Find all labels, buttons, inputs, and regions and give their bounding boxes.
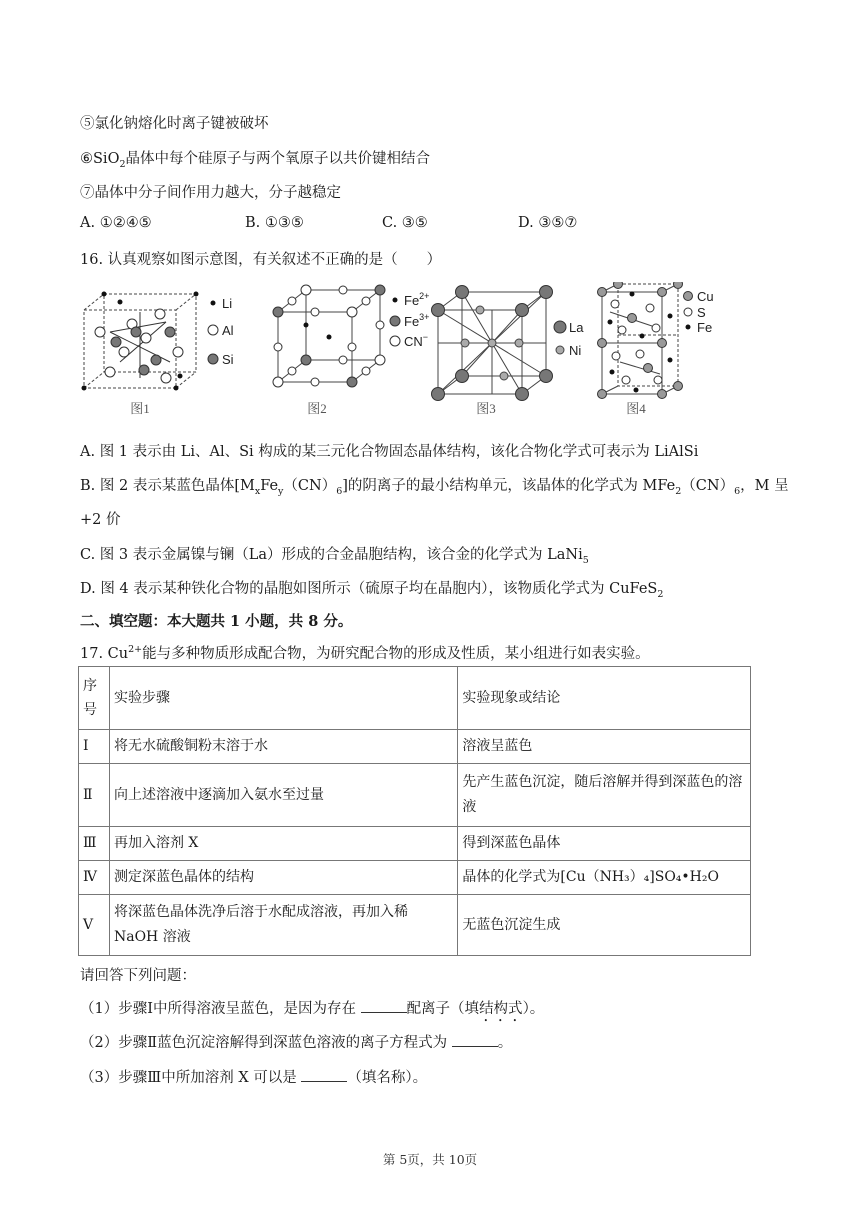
row-index: Ⅴ	[79, 895, 110, 956]
figure-3-caption: 图3	[476, 401, 496, 416]
figure-4-cufes2	[598, 282, 714, 416]
q17-stem: 17. $Cu^{2+}$能与多种物质形成配合物，为研究配合物的形成及性质，某小组进行如表实验。	[80, 644, 650, 662]
table-row	[79, 764, 751, 827]
row-index: Ⅲ	[79, 827, 110, 861]
subquestion-1: （1）步骤Ⅰ中所得溶液呈蓝色，是因为存在 配离子（填结构式）。	[80, 997, 544, 1025]
legend-si: Si	[222, 352, 234, 367]
subquestion-3: （3）步骤Ⅲ中所加溶剂 X 可以是 （填名称）。	[80, 1066, 427, 1087]
row-index: Ⅳ	[79, 861, 110, 895]
statement-5: ⑤氯化钠熔化时离子键被破坏	[80, 116, 269, 132]
legend-fe: Fe	[697, 320, 713, 335]
legend-al: Al	[222, 323, 234, 338]
crystal-figures	[70, 282, 750, 422]
row-result: 溶液呈蓝色	[458, 730, 751, 764]
q16-option-a[interactable]: A. 图 1 表示由 Li、Al、Si 构成的某三元化合物固态晶体结构，该化合物化学式可表示为 LiAlSi	[80, 444, 699, 460]
figure-2-caption: 图2	[307, 401, 327, 416]
figure-4-caption: 图4	[626, 401, 646, 416]
figure-2-prussian-blue	[273, 285, 429, 416]
row-index: Ⅰ	[79, 730, 110, 764]
statement-7: ⑦晶体中分子间作用力越大，分子越稳定	[80, 185, 341, 201]
table-row	[79, 895, 751, 956]
legend-fe2: $Fe^{2+}$	[404, 291, 430, 308]
experiment-table	[78, 666, 751, 956]
figure-3-lani5	[432, 286, 585, 417]
header-result: 实验现象或结论	[458, 667, 751, 730]
row-step: 再加入溶剂 X	[109, 827, 457, 861]
answer-blank-1[interactable]	[361, 998, 407, 1013]
table-row	[79, 861, 751, 895]
legend-cn: CN−	[404, 332, 429, 349]
legend-cu: Cu	[697, 289, 714, 304]
figure-1-lial-si	[82, 292, 234, 417]
figure-1-caption: 图1	[130, 401, 150, 416]
legend-li: Li	[222, 296, 233, 311]
statement-6: ⑥SiO$_2$晶体中每个硅原子与两个氧原子以共价键相结合	[80, 151, 431, 170]
q15-options	[80, 215, 780, 235]
legend-ni: Ni	[569, 343, 582, 358]
option-d[interactable]: D. ③⑤⑦	[518, 215, 578, 231]
row-step: 测定深蓝色晶体的结构	[109, 861, 457, 895]
legend-s: S	[697, 305, 706, 320]
header-step: 实验步骤	[109, 667, 457, 730]
row-result: 晶体的化学式为[Cu（NH₃）₄]SO₄•H₂O	[458, 861, 751, 895]
table-row	[79, 827, 751, 861]
row-index: Ⅱ	[79, 764, 110, 827]
row-result: 得到深蓝色晶体	[458, 827, 751, 861]
option-c[interactable]: C. ③⑤	[382, 215, 428, 231]
section-heading: 二、填空题：本大题共 1 小题，共 8 分。	[80, 613, 353, 630]
q16-stem: 16. 认真观察如图示意图，有关叙述不正确的是（ ）	[80, 252, 442, 268]
q16-option-d[interactable]: D. 图 4 表示某种铁化合物的晶胞如图所示（硫原子均在晶胞内），该物质化学式为 CuFeS$_2$	[80, 581, 664, 600]
legend-la: La	[569, 320, 584, 335]
answer-blank-3[interactable]	[301, 1067, 347, 1082]
page-footer: 第 5页，共 10页	[382, 1152, 478, 1167]
subquestion-2: （2）步骤Ⅱ蓝色沉淀溶解得到深蓝色溶液的离子方程式为 。	[80, 1031, 512, 1052]
row-result: 无蓝色沉淀生成	[458, 895, 751, 956]
answer-prompt: 请回答下列问题：	[80, 968, 196, 984]
table-header-row	[79, 667, 751, 730]
legend-fe3: $Fe^{3+}$	[404, 312, 430, 329]
header-index: 序 号	[79, 667, 110, 730]
option-a[interactable]: A. ①②④⑤	[80, 215, 152, 231]
row-step: 向上述溶液中逐滴加入氨水至过量	[109, 764, 457, 827]
table-row	[79, 730, 751, 764]
row-step: 将无水硫酸铜粉末溶于水	[109, 730, 457, 764]
q16-option-b[interactable]: B. 图 2 表示某蓝色晶体$[M_xFe_y(CN)_6]$的阴离子的最小结构单元，该晶体的化学式为 $MFe_2(CN)_6$，M 呈	[80, 478, 789, 497]
q16-option-c[interactable]: C. 图 3 表示金属镍与镧（La）形成的合金晶胞结构，该合金的化学式为 LaNi$_5$	[80, 547, 589, 566]
row-step: 将深蓝色晶体洗净后溶于水配成溶液，再加入稀 NaOH 溶液	[109, 895, 457, 956]
answer-blank-2[interactable]	[452, 1032, 498, 1047]
row-result: 先产生蓝色沉淀，随后溶解并得到深蓝色的溶液	[458, 764, 751, 827]
option-b[interactable]: B. ①③⑤	[245, 215, 304, 231]
q16-option-b-cont: +2 价	[80, 512, 121, 528]
